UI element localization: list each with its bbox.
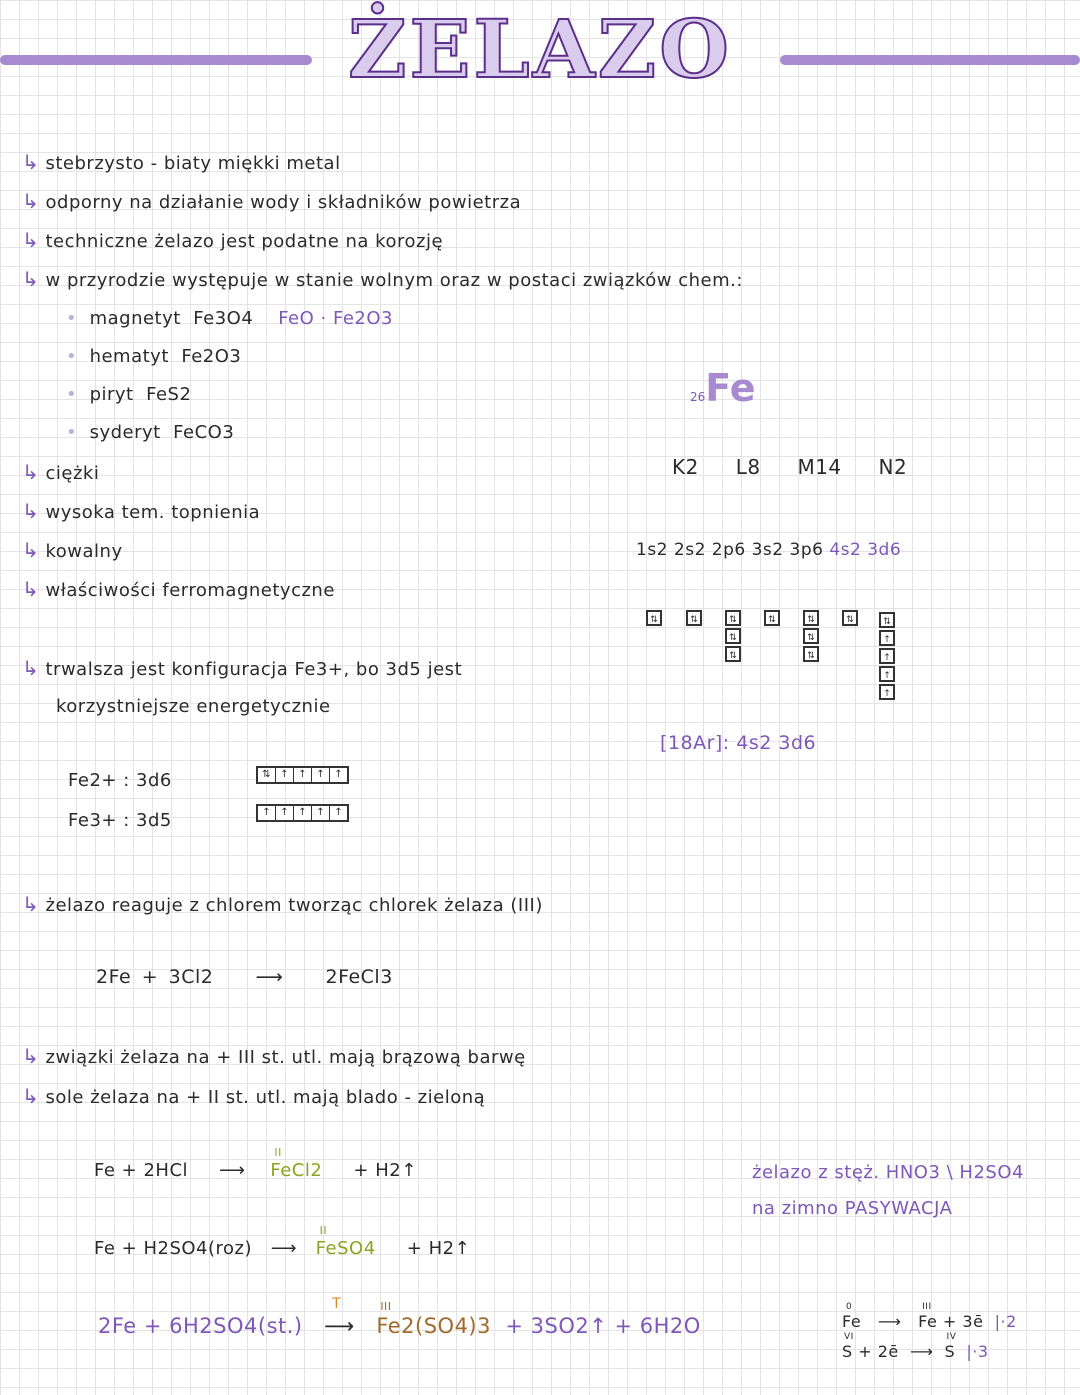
page-title: ŻELAZO [348,2,732,96]
redox-row: 0 Fe ⟶ III Fe + 3ē |·2 [842,1302,1017,1331]
electron-config: 1s2 2s2 2p6 3s2 3p6 4s2 3d6 [636,540,902,560]
shell-n: N2 [878,455,908,479]
orbital-box: ⇅ [764,610,780,626]
arrow-icon: ↳ [22,577,40,601]
reaction-note: ↳ żelazo reaguje z chlorem tworząc chlorek żelaza (III) [22,892,543,916]
dot-icon: • [66,346,78,367]
list-item: ↳ właściwości ferromagnetyczne [22,577,335,601]
orbital-box: ⇅ [725,610,741,626]
shell-m: M14 [797,455,842,479]
short-config: [18Ar]: 4s2 3d6 [660,732,817,754]
orbital-box: ↑ [879,666,895,682]
orbital-box: ↑ [879,648,895,664]
ion-fe3-label: Fe3+ : 3d5 [68,810,172,831]
orbital-box: ↑ [879,630,895,646]
list-item: ↳ kowalny [22,538,123,562]
color-notes: ↳ związki żelaza na + III st. utl. mają brązową barwę ↳ sole żelaza na + II st. utl. mają blado - zieloną [22,1044,526,1108]
ion-fe2-label: Fe2+ : 3d6 [68,770,172,791]
arrow-icon: ↳ [22,656,40,680]
dot-icon: • [66,308,78,329]
element-symbol-block [690,366,755,410]
passivation-note: żelazo z stęż. HNO3 \ H2SO4 na zimno PASYWACJA [752,1162,1024,1219]
atomic-number: 26 [690,390,706,404]
list-item: ↳ ciężki [22,460,100,484]
dot-icon: • [66,384,78,405]
reaction-hcl: Fe + 2HCl ⟶ II FeCl2 + H2↑ [94,1146,417,1181]
list-item: • piryt FeS2 [66,384,192,405]
arrow-icon: ↳ [22,267,40,291]
reaction-h2so4-conc: 2Fe + 6H2SO4(st.) T ⟶ III Fe2(SO4)3 + 3SO2↑ + 6H2O [98,1296,701,1338]
arrow-icon: ↳ [22,228,40,252]
element-symbol: Fe [705,366,756,410]
orbital-box: ⇅ [646,610,662,626]
orbital-box: ⇅ [842,610,858,626]
arrow-icon: ↳ [22,1044,40,1068]
orbital-box: ⇅ [803,628,819,644]
arrow-icon: ↳ [22,892,40,916]
orbital-box: ⇅ [686,610,702,626]
redox-half-reactions [842,1302,1017,1361]
shell-l: L8 [735,455,761,479]
arrow-icon: ↳ [22,499,40,523]
dot-icon: • [66,422,78,443]
reaction-chlorine: 2Fe + 3Cl2 ⟶ 2FeCl3 [96,966,393,988]
list-item: • syderyt FeCO3 [66,422,235,443]
orbital-box: ⇅ [725,628,741,644]
reaction-h2so4-dilute: Fe + H2SO4(roz) ⟶ II FeSO4 + H2↑ [94,1224,471,1259]
arrow-icon: ↳ [22,189,40,213]
list-item: ↳ w przyrodzie występuje w stanie wolnym oraz w postaci związków chem.: [22,267,743,291]
list-item: ↳ wysoka tem. topnienia [22,499,261,523]
property-list [22,460,335,616]
list-item: ↳ stebrzysto - biaty miękki metal [22,150,341,174]
orbital-box: ⇅ [803,646,819,662]
arrow-icon: ↳ [22,1084,40,1108]
shell-k: K2 [672,455,699,479]
orbital-box: ⇅ [725,646,741,662]
orbital-box: ↑ [879,684,895,700]
list-item: ↳ odporny na działanie wody i składników powietrza [22,189,522,213]
list-item: ↳ techniczne żelazo jest podatne na korozję [22,228,444,252]
list-item: • magnetyt Fe3O4 FeO · Fe2O3 [66,308,393,329]
bullet-list [22,150,743,306]
ion-fe2-boxes: ⇅ ↑ ↑ ↑ ↑ [256,766,349,784]
shell-row [672,455,907,479]
ion-fe3-boxes: ↑ ↑ ↑ ↑ ↑ [256,804,349,822]
redox-row: VI S + 2ē ⟶ IV S |·3 [842,1332,989,1361]
arrow-icon: ↳ [22,460,40,484]
orbital-box: ⇅ [803,610,819,626]
list-item: • hematyt Fe2O3 [66,346,242,367]
stability-note: ↳ trwalsza jest konfiguracja Fe3+, bo 3d5 jest korzystniejsze energetycznie [22,656,463,717]
arrow-icon: ↳ [22,538,40,562]
arrow-icon: ↳ [22,150,40,174]
mineral-list [66,308,393,460]
orbital-box: ⇅ [879,612,895,628]
